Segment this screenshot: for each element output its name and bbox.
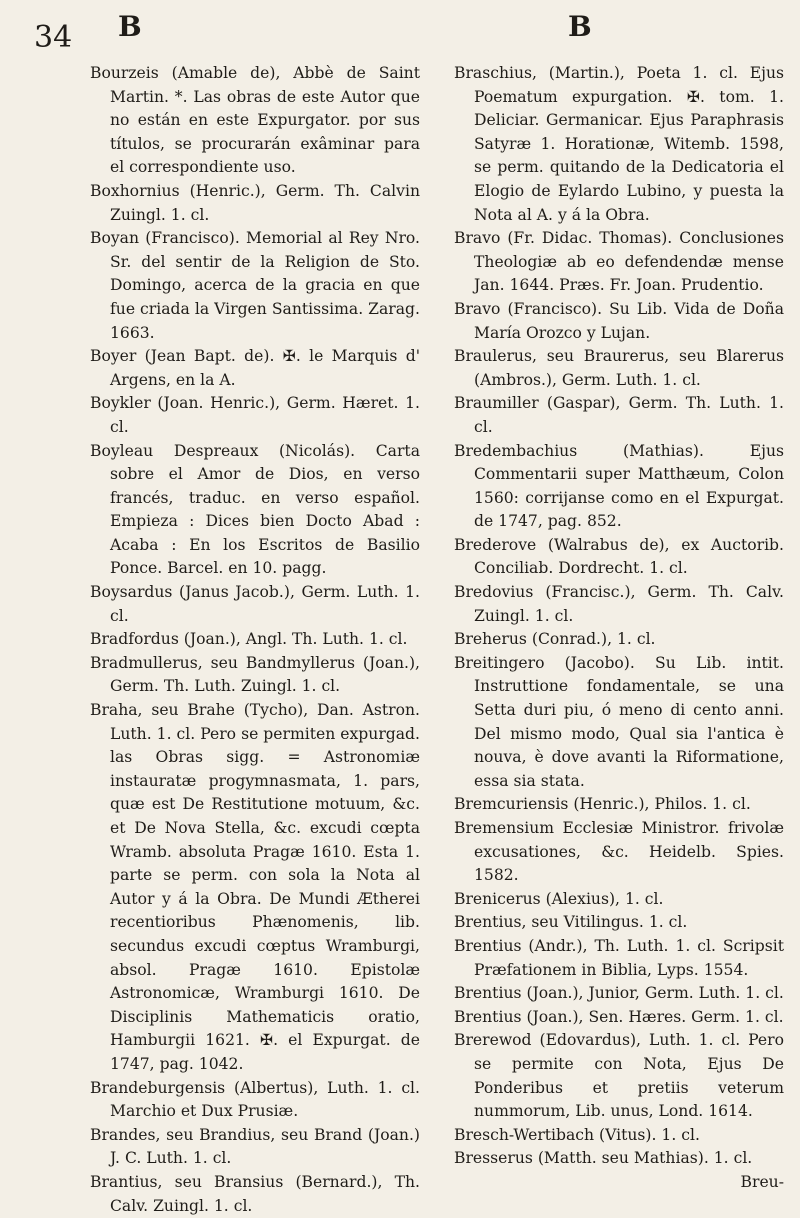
index-entry: Boyer (Jean Bapt. de). ✠. le Marquis d' Argens, en la A. bbox=[90, 347, 420, 389]
index-entry: Boyan (Francisco). Memorial al Rey Nro. Sr. del sentir de la Religion de Sto. Domingo, acerca de la gracia en que fue criada la Virgen Santissima. Zarag. 1663. bbox=[90, 229, 420, 342]
index-entry: Boxhornius (Henric.), Germ. Th. Calvin Zuingl. 1. cl. bbox=[90, 181, 420, 224]
index-entry: Braschius, (Martin.), Poeta 1. cl. Ejus Poematum expurgation. ✠. tom. 1. Deliciar. Germanicar. Ejus Paraphrasis Satyræ 1. Horationæ, Witemb. 1598, se perm. quitando de la Dedicatoria el Elogio de Eylardo Lubino, y puesta la Nota al A. y á la Obra. bbox=[454, 64, 784, 224]
index-entry: Brentius (Joan.), Sen. Hæres. Germ. 1. cl. bbox=[454, 1007, 784, 1026]
index-entry: Brentius, seu Vitilingus. 1. cl. bbox=[454, 913, 688, 932]
catchword-row bbox=[454, 1171, 784, 1195]
index-entry: Bremcuriensis (Henric.), Philos. 1. cl. bbox=[454, 795, 751, 814]
index-entry: Breitingero (Jacobo). Su Lib. intit. Instruttione fondamentale, se una Setta duri piu, ó meno di cento anni. Del mismo modo, Qual sia l'antica è nouva, è dove avanti la Riformatione, essa sia stata. bbox=[454, 653, 784, 790]
index-entry: Brandeburgensis (Albertus), Luth. 1. cl. Marchio et Dux Prusiæ. bbox=[90, 1078, 420, 1121]
index-entry: Bradmullerus, seu Bandmyllerus (Joan.), Germ. Th. Luth. Zuingl. 1. cl. bbox=[90, 653, 420, 696]
index-entry: Brenicerus (Alexius), 1. cl. bbox=[454, 889, 664, 908]
index-entry: Bourzeis (Amable de), Abbè de Saint Martin. *. Las obras de este Autor que no están en este Expurgator. por sus títulos, se procurarán exâminar para el correspondiente uso. bbox=[90, 64, 420, 177]
index-entry: Breherus (Conrad.), 1. cl. bbox=[454, 630, 656, 649]
index-entry: Boysardus (Janus Jacob.), Germ. Luth. 1. cl. bbox=[90, 583, 420, 625]
index-entry: Brederove (Walrabus de), ex Auctorib. Conciliab. Dordrecht. 1. cl. bbox=[454, 535, 784, 578]
right-column bbox=[454, 62, 784, 1195]
index-entry: Bremensium Ecclesiæ Ministror. frivolæ excusationes, &c. Heidelb. Spies. 1582. bbox=[454, 819, 784, 885]
index-entry: Brandes, seu Brandius, seu Brand (Joan.) J. C. Luth. 1. cl. bbox=[90, 1125, 420, 1168]
index-entry: Brentius (Andr.), Th. Luth. 1. cl. Scripsit Præfationem in Biblia, Lyps. 1554. bbox=[454, 936, 784, 979]
index-entry: Brantius, seu Bransius (Bernard.), Th. Calv. Zuingl. 1. cl. bbox=[90, 1172, 420, 1215]
index-entry: Brentius (Joan.), Junior, Germ. Luth. 1. cl. bbox=[454, 984, 784, 1003]
index-entry: Bresch-Wertibach (Vitus). 1. cl. bbox=[454, 1125, 700, 1144]
index-entry: Brerewod (Edovardus), Luth. 1. cl. Pero se permite con Nota, Ejus De Ponderibus et pretiis veterum nummorum, Lib. unus, Lond. 1614. bbox=[454, 1031, 784, 1121]
index-entry: Boyleau Despreaux (Nicolás). Carta sobre el Amor de Dios, en verso francés, traduc. en verso español. Empieza : Dices bien Docto Abad : Acaba : En los Escritos de Basilio Ponce. Barcel. en 10. pagg. bbox=[90, 441, 420, 578]
page-header bbox=[0, 6, 800, 58]
page-number: 34 bbox=[34, 20, 73, 55]
index-entry: Braha, seu Brahe (Tycho), Dan. Astron. Luth. 1. cl. Pero se permiten expurgad. las Obras sigg. = Astronomiæ instauratæ progymnasmata, 1. pars, quæ est De Restitutione motuum, &c. et De Nova Stella, &c. excudi cœpta Wramb. absoluta Pragæ 1610. Esta 1. parte se perm. con sola la Nota al Autor y á la Obra. De Mundi Ætherei recentioribus Phænomenis, lib. secundus excudi cœptus Wramburgi, absol. Pragæ 1610. Epistolæ Astronomicæ, Wramburgi 1610. De Disciplinis Mathematicis oratio, Hamburgii 1621. ✠. el Expurgat. de 1747, pag. 1042. bbox=[90, 701, 420, 1073]
section-letter-left: B bbox=[118, 10, 142, 43]
index-entry: Bravo (Francisco). Su Lib. Vida de Doña María Orozco y Lujan. bbox=[454, 299, 784, 342]
left-column bbox=[90, 62, 420, 1218]
index-entry: Braulerus, seu Braurerus, seu Blarerus (Ambros.), Germ. Luth. 1. cl. bbox=[454, 347, 784, 389]
index-entry: Bravo (Fr. Didac. Thomas). Conclusiones Theologiæ ab eo defendendæ mense Jan. 1644. Præs. Fr. Joan. Prudentio. bbox=[454, 229, 784, 295]
index-entry: Bredembachius (Mathias). Ejus Commentarii super Matthæum, Colon 1560: corrijanse como en el Expurgat. de 1747, pag. 852. bbox=[454, 441, 784, 531]
index-entry: Boykler (Joan. Henric.), Germ. Hæret. 1. cl. bbox=[90, 394, 420, 436]
index-entry: Bradfordus (Joan.), Angl. Th. Luth. 1. cl. bbox=[90, 630, 408, 649]
index-entry: Bredovius (Francisc.), Germ. Th. Calv. Zuingl. 1. cl. bbox=[454, 583, 784, 625]
catchword: Breu- bbox=[740, 1172, 784, 1191]
index-entry: Braumiller (Gaspar), Germ. Th. Luth. 1. cl. bbox=[454, 394, 784, 436]
section-letter-right: B bbox=[568, 10, 592, 43]
index-entry: Bresserus (Matth. seu Mathias). 1. cl. bbox=[454, 1149, 753, 1168]
